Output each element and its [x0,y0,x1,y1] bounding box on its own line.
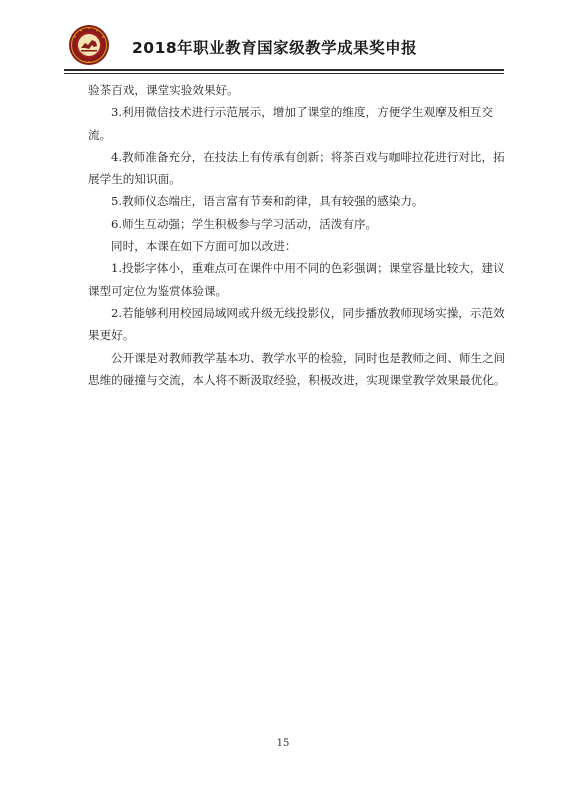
header-divider-thick [64,69,504,71]
page-number: 15 [276,738,290,749]
school-emblem-icon [68,24,110,66]
page-header [0,0,566,80]
document-body [88,79,506,391]
paragraph: 公开课是对教师教学基本功、教学水平的检验，同时也是教师之间、师生之间思维的碰撞与交流，本人将不断汲取经验，积极改进，实现课堂教学效果最优化。 [88,350,506,387]
paragraph: 3.利用微信技术进行示范展示，增加了课堂的维度，方便学生观摩及相互交流。 [88,105,494,142]
paragraph: 5.教师仪态端庄，语言富有节奏和韵律，具有较强的感染力。 [111,194,424,209]
paragraph: 验茶百戏，课堂实验效果好。 [88,83,239,97]
header-divider-thin [64,73,504,74]
paragraph: 4.教师准备充分，在技法上有传承有创新；将茶百戏与咖啡拉花进行对比，拓展学生的知识面。 [88,149,505,187]
paragraph: 6.师生互动强；学生积极参与学习活动，活泼有序。 [111,216,378,231]
page-header-title: 2018年职业教育国家级教学成果奖申报 [132,39,418,57]
paragraph: 1.投影字体小，重难点可在课件中用不同的色彩强调；课堂容量比较大，建议课型可定位为鉴赏体验课。 [88,261,505,298]
paragraph: 2.若能够利用校园局域网或升级无线投影仪，同步播放教师现场实操，示范效果更好。 [88,305,505,343]
paragraph: 同时，本课在如下方面可加以改进： [111,239,297,254]
